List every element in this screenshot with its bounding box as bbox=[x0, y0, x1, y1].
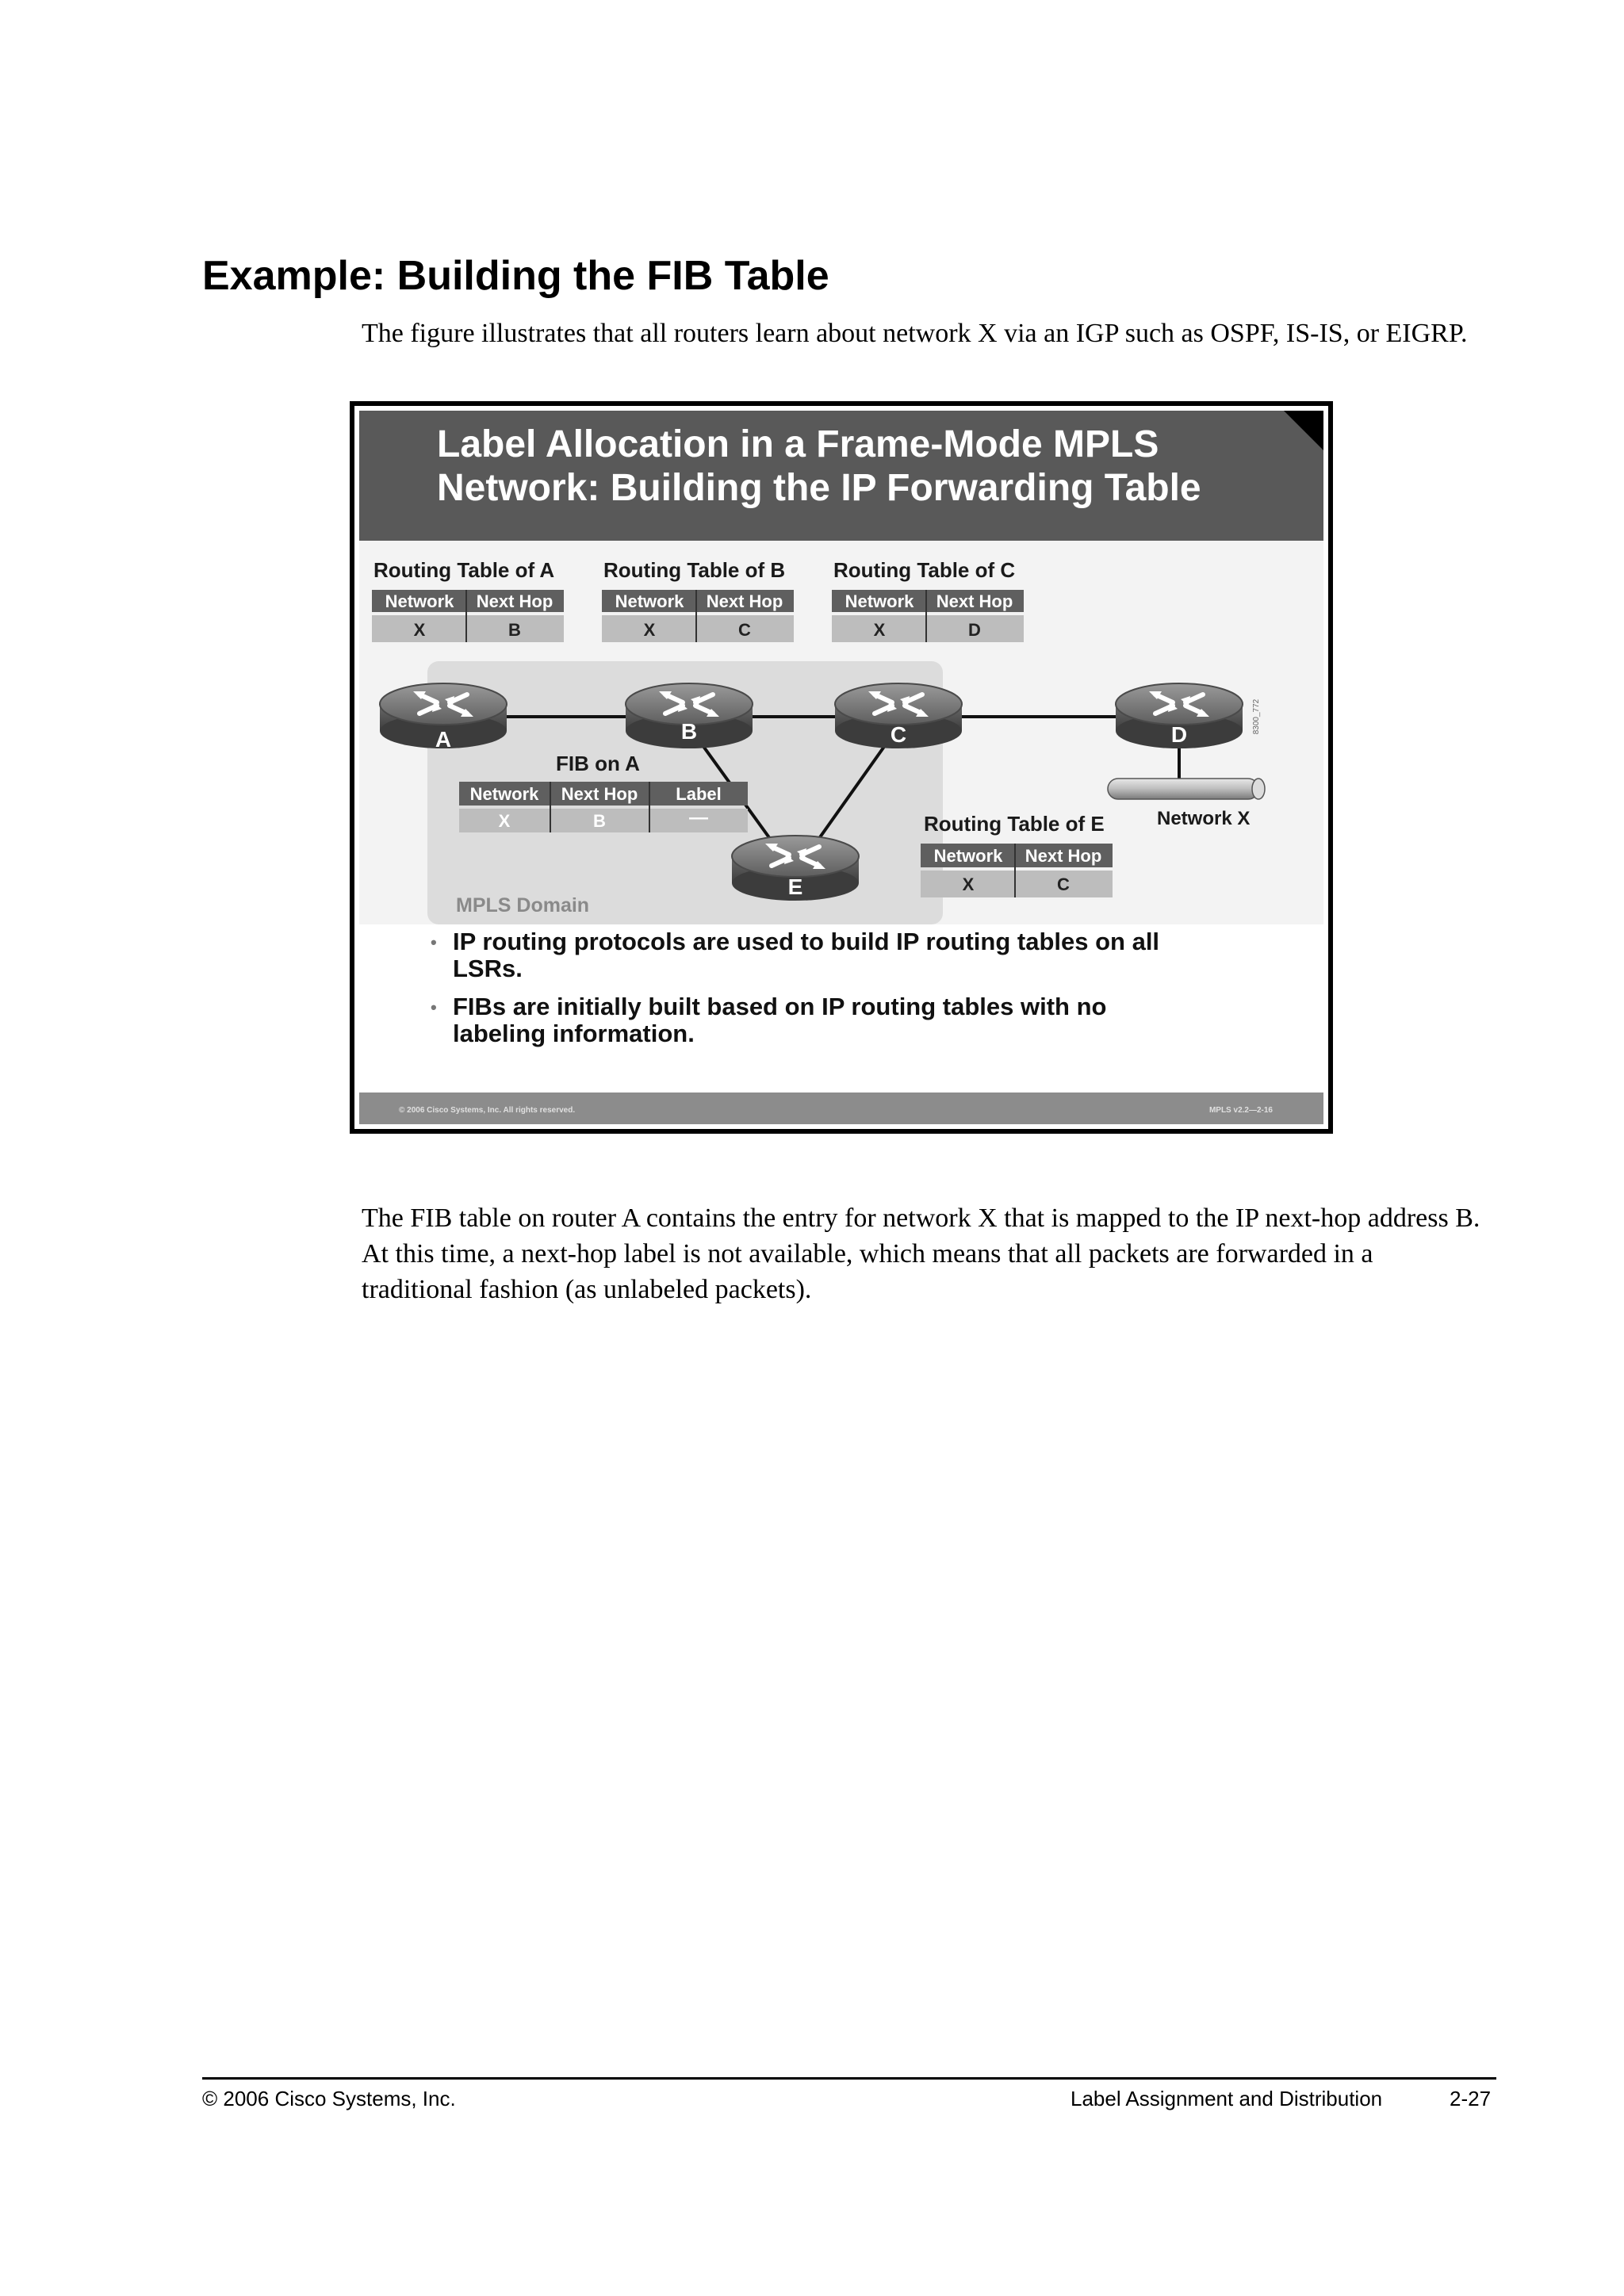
slide-footer-code: MPLS v2.2—2-16 bbox=[1208, 1106, 1273, 1115]
slide-title-line2: Network: Building the IP Forwarding Table bbox=[437, 467, 1201, 509]
mpls-domain-label: MPLS Domain bbox=[456, 894, 590, 916]
fib-nexthop: B bbox=[593, 811, 606, 831]
router-d-label: D bbox=[1170, 722, 1188, 747]
footer-page-number: 2-27 bbox=[1450, 2087, 1492, 2110]
routing-table-a-title: Routing Table of A bbox=[373, 558, 555, 582]
slide-svg bbox=[354, 406, 1328, 1129]
routing-table-e-title: Routing Table of E bbox=[924, 812, 1105, 836]
fib-title: FIB on A bbox=[556, 752, 640, 775]
routing-table-e-col-network: Network bbox=[933, 846, 1003, 866]
routing-table-a-col-nexthop: Next Hop bbox=[476, 591, 553, 611]
router-b-label: B bbox=[680, 719, 698, 744]
footer-rule bbox=[202, 2077, 1496, 2080]
network-x-label: Network X bbox=[1157, 808, 1251, 829]
routing-table-a-col-network: Network bbox=[385, 591, 454, 611]
explanation-paragraph: The FIB table on router A contains the entry for network X that is mapped to the IP next-hop address B. At this time, a next-hop label is not available, which means that all packets are forwarded in a traditional fashion (as unlabeled packets). bbox=[362, 1203, 1480, 1304]
routing-table-e-nexthop: C bbox=[1057, 874, 1070, 894]
intro-paragraph: The figure illustrates that all routers learn about network X via an IGP such as OSPF, IS-IS, or EIGRP. bbox=[362, 319, 1468, 348]
slide-title-line1: Label Allocation in a Frame-Mode MPLS bbox=[437, 423, 1159, 465]
bullet-1-line2: LSRs. bbox=[453, 955, 523, 982]
routing-table-b-network: X bbox=[643, 620, 656, 640]
router-e-label: E bbox=[787, 874, 803, 899]
routing-table-a-nexthop: B bbox=[508, 620, 521, 640]
fib-col-nexthop: Next Hop bbox=[561, 784, 638, 804]
routing-table-b-col-network: Network bbox=[615, 591, 684, 611]
bullet-1-line1: IP routing protocols are used to build IP routing tables on all bbox=[453, 928, 1160, 955]
routing-table-c-title: Routing Table of C bbox=[833, 558, 1016, 582]
routing-table-e-col-nexthop: Next Hop bbox=[1025, 846, 1102, 866]
bullet-1-marker: • bbox=[431, 932, 437, 952]
bullet-2-marker: • bbox=[431, 997, 437, 1017]
routing-table-e-network: X bbox=[962, 874, 975, 894]
routing-table-a-network: X bbox=[413, 620, 426, 640]
slide-figure bbox=[350, 401, 1333, 1134]
figure-code: 8300_772 bbox=[1252, 698, 1261, 735]
routing-table-b-col-nexthop: Next Hop bbox=[706, 591, 783, 611]
bullet-2-line2: labeling information. bbox=[453, 1020, 695, 1047]
routing-table-c-col-network: Network bbox=[845, 591, 914, 611]
routing-table-c-network: X bbox=[873, 620, 886, 640]
footer-copyright: © 2006 Cisco Systems, Inc. bbox=[202, 2087, 456, 2110]
footer-section-title: Label Assignment and Distribution bbox=[1071, 2087, 1383, 2110]
fib-col-network: Network bbox=[469, 784, 539, 804]
fib-col-label: Label bbox=[676, 784, 722, 804]
section-heading: Example: Building the FIB Table bbox=[202, 253, 829, 299]
routing-table-b-title: Routing Table of B bbox=[603, 558, 786, 582]
slide-footer-copyright: © 2006 Cisco Systems, Inc. All rights reserved. bbox=[399, 1106, 576, 1115]
routing-table-c-col-nexthop: Next Hop bbox=[936, 591, 1013, 611]
bullet-2-line1: FIBs are initially built based on IP routing tables with no bbox=[453, 993, 1107, 1020]
fib-network: X bbox=[498, 811, 511, 831]
routing-table-b-nexthop: C bbox=[738, 620, 751, 640]
router-a-label: A bbox=[435, 727, 452, 752]
routing-table-c-nexthop: D bbox=[968, 620, 981, 640]
fib-label-value: — bbox=[689, 807, 708, 828]
router-c-label: C bbox=[890, 722, 907, 747]
